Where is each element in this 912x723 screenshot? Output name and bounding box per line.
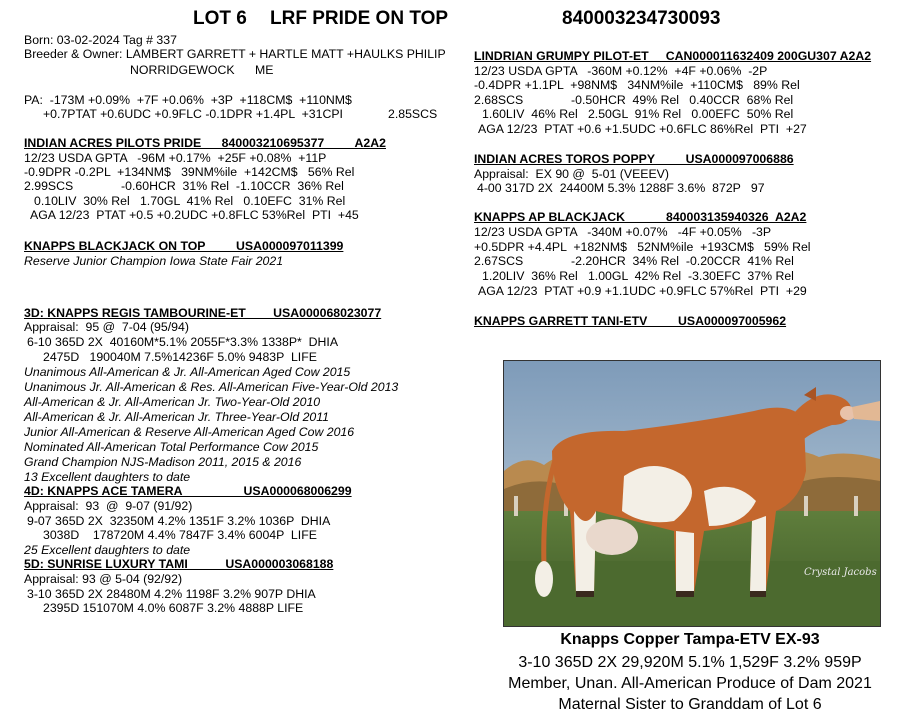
3d-honor: Grand Champion NJS-Madison 2011, 2015 & 2016 (24, 455, 302, 469)
3d-honor: 13 Excellent daughters to date (24, 470, 191, 484)
3d-honor: All-American & Jr. All-American Jr. Two-Year-Old 2010 (24, 395, 321, 409)
registration-number: 840003234730093 (562, 8, 721, 29)
sire-sire-line: AGA 12/23 PTAT +0.6 +1.5UDC +0.6FLC 86%Rel PTI +27 (478, 122, 807, 136)
3d-honor: Unanimous Jr. All-American & Res. All-American Five-Year-Old 2013 (24, 380, 399, 394)
dam-heading: KNAPPS BLACKJACK ON TOP USA000097011399 (24, 239, 344, 253)
dam-dam-heading: KNAPPS GARRETT TANI-ETV USA000097005962 (474, 314, 787, 328)
dam-sire-line: +0.5DPR +4.4PL +182NM$ 52NM%ile +193CM$ 59% Rel (474, 240, 811, 254)
sire-sire-line: 1.60LIV 46% Rel 2.50GL 91% Rel 0.00EFC 50% Rel (482, 107, 794, 121)
5d-appraisal: Appraisal: 93 @ 5-04 (92/92) (24, 572, 183, 586)
dam-sire-heading: KNAPPS AP BLACKJACK 840003135940326 A2A2 (474, 210, 807, 224)
photo-caption-line: Maternal Sister to Granddam of Lot 6 (558, 696, 822, 713)
3d-heading: 3D: KNAPPS REGIS TAMBOURINE-ET USA000068023077 (24, 306, 382, 320)
sire-sire-line: 2.68SCS -0.50HCR 49% Rel 0.40CCR 68% Rel (474, 93, 794, 107)
sire-line: 2.99SCS -0.60HCR 31% Rel -1.10CCR 36% Rel (24, 179, 344, 193)
lot-number: LOT 6 (193, 8, 247, 29)
photo-caption-line: 3-10 365D 2X 29,920M 5.1% 1,529F 3.2% 959P (518, 654, 862, 671)
photographer-signature: Crystal Jacobs (804, 567, 877, 578)
4d-honor: 25 Excellent daughters to date (24, 543, 191, 557)
4d-appraisal: Appraisal: 93 @ 9-07 (91/92) (24, 499, 193, 513)
sire-sire-heading: LINDRIAN GRUMPY PILOT-ET CAN000011632409 200GU307 A2A2 (474, 49, 872, 63)
cow-photo-illustration (504, 361, 880, 626)
dam-sire-line: AGA 12/23 PTAT +0.9 +1.1UDC +0.9FLC 57%Rel PTI +29 (478, 284, 807, 298)
5d-record: 3-10 365D 2X 28480M 4.2% 1198F 3.2% 907P DHIA (27, 587, 316, 601)
breeder-location: NORRIDGEWOCK ME (130, 63, 274, 77)
birth-info: Born: 03-02-2024 Tag # 337 (24, 33, 177, 47)
pa-line-2: +0.7PTAT +0.6UDC +0.9FLC -0.1DPR +1.4PL +31CPI (43, 107, 343, 121)
3d-honor: Junior All-American & Reserve All-American Aged Cow 2016 (24, 425, 355, 439)
3d-honor: Nominated All-American Total Performance Cow 2015 (24, 440, 319, 454)
sire-line: -0.9DPR -0.2PL +134NM$ 39NM%ile +142CM$ 56% Rel (24, 165, 355, 179)
3d-record: 6-10 365D 2X 40160M*5.1% 2055F*3.3% 1338P* DHIA (27, 335, 339, 349)
dam-honor: Reserve Junior Champion Iowa State Fair 2021 (24, 254, 284, 268)
sire-dam-heading: INDIAN ACRES TOROS POPPY USA000097006886 (474, 152, 794, 166)
3d-lifetime: 2475D 190040M 7.5%14236F 5.0% 9483P LIFE (43, 350, 317, 364)
4d-heading: 4D: KNAPPS ACE TAMERA USA000068006299 (24, 484, 352, 498)
pa-line-1: PA: -173M +0.09% +7F +0.06% +3P +118CM$ +110NM$ (24, 93, 352, 107)
dam-sire-line: 2.67SCS -2.20HCR 34% Rel -0.20CCR 41% Rel (474, 254, 794, 268)
3d-honor: All-American & Jr. All-American Jr. Three-Year-Old 2011 (24, 410, 330, 424)
4d-record: 9-07 365D 2X 32350M 4.2% 1351F 3.2% 1036P DHIA (27, 514, 331, 528)
sire-line: 12/23 USDA GPTA -96M +0.17% +25F +0.08% +11P (24, 151, 327, 165)
3d-honor: Unanimous All-American & Jr. All-American Aged Cow 2015 (24, 365, 351, 379)
sire-sire-line: 12/23 USDA GPTA -360M +0.12% +4F +0.06% -2P (474, 64, 768, 78)
sire-heading: INDIAN ACRES PILOTS PRIDE 840003210695377 A2A2 (24, 136, 386, 150)
pa-scs: 2.85SCS (388, 107, 438, 121)
5d-lifetime: 2395D 151070M 4.0% 6087F 3.2% 4888P LIFE (43, 601, 304, 615)
photo-caption-line: Member, Unan. All-American Produce of Dam 2021 (508, 675, 872, 692)
sire-dam-appraisal: Appraisal: EX 90 @ 5-01 (VEEEV) (474, 167, 669, 181)
5d-heading: 5D: SUNRISE LUXURY TAMI USA000003068188 (24, 557, 334, 571)
sire-line: AGA 12/23 PTAT +0.5 +0.2UDC +0.8FLC 53%Rel PTI +45 (30, 208, 359, 222)
sire-sire-line: -0.4DPR +1.1PL +98NM$ 34NM%ile +110CM$ 89% Rel (474, 78, 800, 92)
4d-lifetime: 3038D 178720M 4.4% 7847F 3.4% 6004P LIFE (43, 528, 317, 542)
3d-appraisal: Appraisal: 95 @ 7-04 (95/94) (24, 320, 189, 334)
dam-sire-line: 1.20LIV 36% Rel 1.00GL 42% Rel -3.30EFC 37% Rel (482, 269, 794, 283)
breeder-owner: Breeder & Owner: LAMBERT GARRETT + HARTLE MATT +HAULKS PHILIP (24, 47, 446, 61)
dam-sire-line: 12/23 USDA GPTA -340M +0.07% -4F +0.05% -3P (474, 225, 772, 239)
photo-caption-title: Knapps Copper Tampa-ETV EX-93 (560, 631, 820, 648)
sire-dam-record: 4-00 317D 2X 24400M 5.3% 1288F 3.6% 872P 97 (477, 181, 765, 195)
animal-name: LRF PRIDE ON TOP (270, 8, 449, 29)
cow-photo (503, 360, 881, 627)
sire-line: 0.10LIV 30% Rel 1.70GL 41% Rel 0.10EFC 31% Rel (34, 194, 346, 208)
